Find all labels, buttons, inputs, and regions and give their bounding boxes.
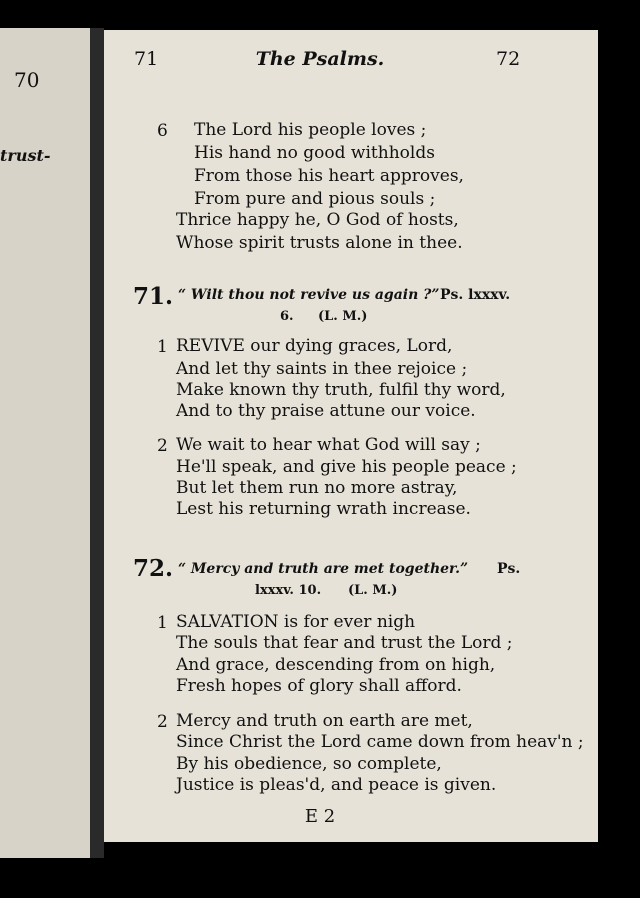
verse-number: 1 (157, 337, 168, 357)
hymn-reference-cont: lxxxv. 10. (255, 583, 322, 598)
running-title: The Psalms. (255, 48, 385, 70)
stanza-line: Fresh hopes of glory shall afford. (176, 676, 462, 696)
stanza-line: And grace, descending from on high, (176, 655, 496, 675)
stanza-line: SALVATION is for ever nigh (176, 612, 416, 632)
stanza-line: From those his heart approves, (194, 166, 464, 186)
stanza-line: Thrice happy he, O God of hosts, (176, 210, 459, 230)
stanza-line: Whose spirit trusts alone in thee. (176, 233, 463, 253)
hymn-meter: (L. M.) (348, 583, 398, 598)
stanza-line: He'll speak, and give his people peace ; (176, 457, 517, 477)
stanza-line: REVIVE our dying graces, Lord, (176, 336, 453, 356)
left-page-number: 70 (14, 68, 40, 92)
hymn-title: “ Wilt thou not revive us again ?” (178, 287, 440, 303)
hymn-reference: Ps. lxxxv. (440, 287, 511, 303)
verse-number: 6 (157, 121, 168, 141)
stanza-line: The souls that fear and trust the Lord ; (176, 633, 513, 653)
stanza-line: The Lord his people loves ; (194, 120, 427, 140)
stanza-line: But let them run no more astray, (176, 478, 458, 498)
left-page-fragment: trust- (0, 146, 51, 165)
stanza-line: By his obedience, so complete, (176, 754, 442, 774)
verse-number: 2 (157, 436, 168, 456)
hymn-reference-cont: 6. (280, 309, 294, 324)
stanza-line: Since Christ the Lord came down from heav'n ; (176, 732, 584, 752)
stanza-line: And to thy praise attune our voice. (176, 401, 476, 421)
stanza-line: We wait to hear what God will say ; (176, 435, 481, 455)
hymn-meter: (L. M.) (318, 309, 368, 324)
signature-mark: E 2 (304, 806, 336, 827)
stanza-line: And let thy saints in thee rejoice ; (176, 359, 468, 379)
header-right-number: 72 (496, 48, 521, 70)
stanza-line: Lest his returning wrath increase. (176, 499, 471, 519)
stanza-line: From pure and pious souls ; (194, 189, 436, 209)
stanza-line: His hand no good withholds (194, 143, 435, 163)
verse-number: 1 (157, 613, 168, 633)
stanza-line: Make known thy truth, fulfil thy word, (176, 380, 506, 400)
stanza-line: Mercy and truth on earth are met, (176, 711, 473, 731)
hymn-number: 71. (133, 283, 174, 310)
book-gutter (90, 28, 104, 858)
left-page-edge (0, 28, 90, 858)
hymn-title: “ Mercy and truth are met together.” (178, 561, 469, 577)
header-left-number: 71 (134, 48, 159, 70)
hymn-number: 72. (133, 555, 174, 582)
hymn-reference: Ps. (497, 561, 521, 577)
verse-number: 2 (157, 712, 168, 732)
stanza-line: Justice is pleas'd, and peace is given. (176, 775, 497, 795)
